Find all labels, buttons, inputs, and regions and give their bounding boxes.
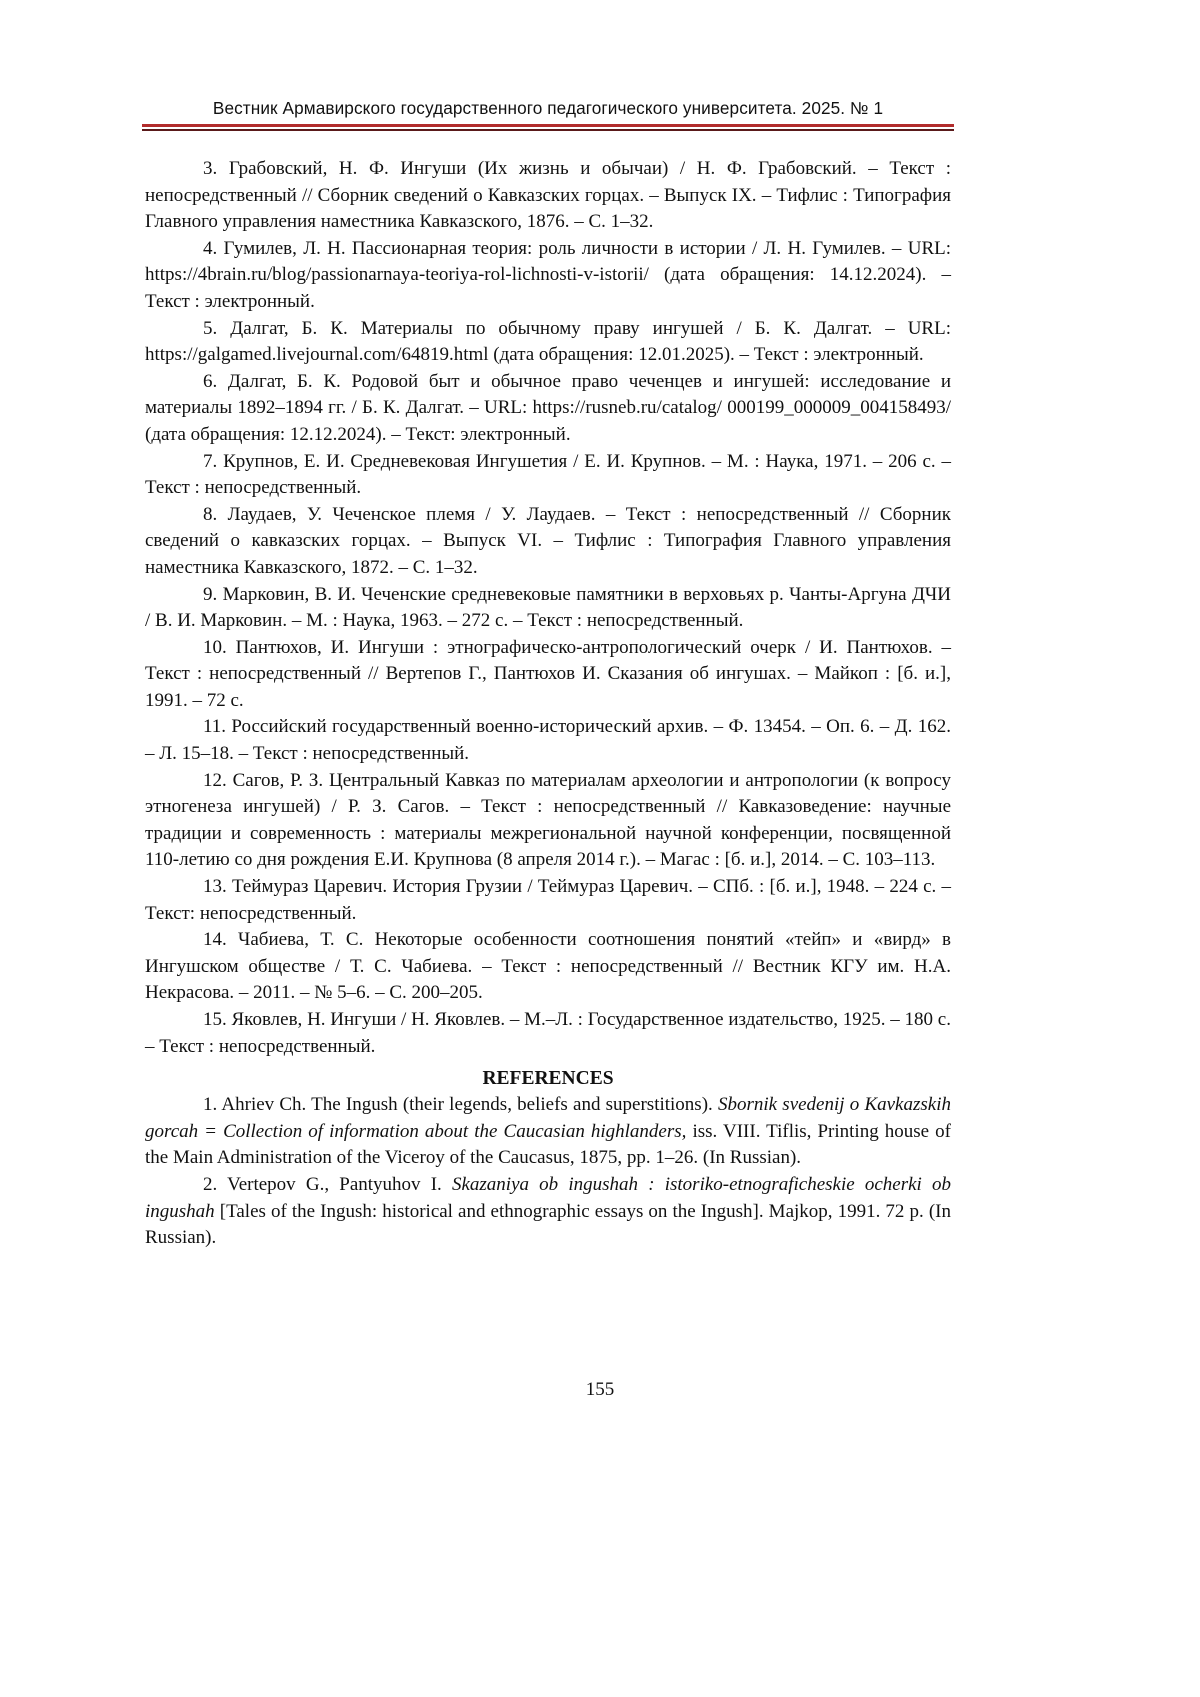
bibliography-entry-9: 9. Марковин, В. И. Чеченские средневековые памятники в верховьях р. Чанты-Аргуна ДЧИ / В. И. Марковин. – М. : Наука, 1963. – 272 с. – Текст : непосредственный.	[145, 582, 951, 635]
reference-entry-2	[145, 1172, 951, 1252]
bibliography-entry-13: 13. Теймураз Царевич. История Грузии / Теймураз Царевич. – СПб. : [б. и.], 1948. – 224 с. – Текст: непосредственный.	[145, 874, 951, 927]
bibliography-entry-10: 10. Пантюхов, И. Ингуши : этнографическо-антропологический очерк / И. Пантюхов. – Текст : непосредственный // Вертепов Г., Пантюхов И. Сказания об ингушах. – Майкоп : [б. и.], 1991. – 72 с.	[145, 635, 951, 715]
header-rule-red	[142, 124, 954, 127]
bibliography-entry-5: 5. Далгат, Б. К. Материалы по обычному праву ингушей / Б. К. Далгат. – URL: https://galgamed.livejournal.com/64819.html (дата обращения: 12.01.2025). – Текст : электронный.	[145, 316, 951, 369]
bibliography-entry-7: 7. Крупнов, Е. И. Средневековая Ингушетия / Е. И. Крупнов. – М. : Наука, 1971. – 206 с. – Текст : непосредственный.	[145, 449, 951, 502]
bibliography-entry-12: 12. Сагов, Р. З. Центральный Кавказ по материалам археологии и антропологии (к вопросу этногенеза ингушей) / Р. З. Сагов. – Текст : непосредственный // Кавказо­ведение: научные традиции и современность : материалы межрегиональной научной конференции, посвященной 110-летию со дня рождения Е.И. Крупнова (8 апреля 2014 г.). – Магас : [б. и.], 2014. – С. 103–113.	[145, 768, 951, 874]
reference-2-tail: [Tales of the Ingush: historical and ethnographic essays on the Ingush]. Majkop, 1991. 72 p. (In Russian).	[145, 1201, 951, 1249]
bibliography-entry-4: 4. Гумилев, Л. Н. Пассионарная теория: роль личности в истории / Л. Н. Гумилев. – URL: https://4brain.ru/blog/passionarnaya-teoriya-rol-lichnosti-v-istorii/ (дата обращения: 14.12.2024). – Текст : электронный.	[145, 236, 951, 316]
reference-1-tail: iss. VIII. Tiflis, Printing house of the Main Administration of the Viceroy of the Caucasus, 1875, pp. 1–26. (In Russian).	[145, 1121, 951, 1169]
reference-2-lead: 2. Vertepov G., Pantyuhov I.	[203, 1174, 452, 1195]
bibliography-entry-8: 8. Лаудаев, У. Чеченское племя / У. Лаудаев. – Текст : непосредственный // Сборник сведений о кавказских горцах. – Выпуск VI. – Тифлис : Типография Главного управления наместника Кавказского, 1872. – С. 1–32.	[145, 502, 951, 582]
page-body	[145, 156, 951, 1252]
bibliography-entry-6: 6. Далгат, Б. К. Родовой быт и обычное право чеченцев и ингушей: исследо­вание и материалы 1892–1894 гг. / Б. К. Далгат. – URL: https://rusneb.ru/catalog/ 000199_000009_004158493/ (дата обращения: 12.12.2024). – Текст: электронный.	[145, 369, 951, 449]
header-rule-dark	[142, 129, 954, 131]
bibliography-entry-3: 3. Грабовский, Н. Ф. Ингуши (Их жизнь и обычаи) / Н. Ф. Грабовский. – Текст : непосредственный // Сборник сведений о Кавказских горцах. – Выпуск IX. – Тифлис : Типография Главного управления наместника Кавказского, 1876. – С. 1–32.	[145, 156, 951, 236]
reference-1-lead: 1. Ahriev Ch. The Ingush (their legends, beliefs and superstitions).	[203, 1094, 718, 1115]
bibliography-entry-11: 11. Российский государственный военно-исторический архив. – Ф. 13454. – Оп. 6. – Д. 162. – Л. 15–18. – Текст : непосредственный.	[145, 714, 951, 767]
page-number: 155	[0, 1379, 1200, 1401]
reference-1-source-title: Sbornik svedenij o Kavkazskih gorcah = Collection of information about the Caucasian highlanders,	[145, 1094, 951, 1142]
reference-entry-1	[145, 1092, 951, 1172]
bibliography-entry-15: 15. Яковлев, Н. Ингуши / Н. Яковлев. – М.–Л. : Государственное издательство, 1925. – 180 с. – Текст : непосредственный.	[145, 1007, 951, 1060]
references-heading: REFERENCES	[145, 1066, 951, 1092]
reference-2-source-title: Skazaniya ob ingushah : istoriko-etnograficheskie ocherki ob ingushah	[145, 1174, 951, 1222]
journal-page	[0, 0, 1200, 1697]
bibliography-entry-14: 14. Чабиева, Т. С. Некоторые особенности соотношения понятий «тейп» и «вирд» в Ингушском обществе / Т. С. Чабиева. – Текст : непосредственный // Вестник КГУ им. Н.А. Некрасова. – 2011. – № 5–6. – С. 200–205.	[145, 927, 951, 1007]
running-head: Вестник Армавирского государственного педагогического университета. 2025. № 1	[142, 98, 954, 119]
